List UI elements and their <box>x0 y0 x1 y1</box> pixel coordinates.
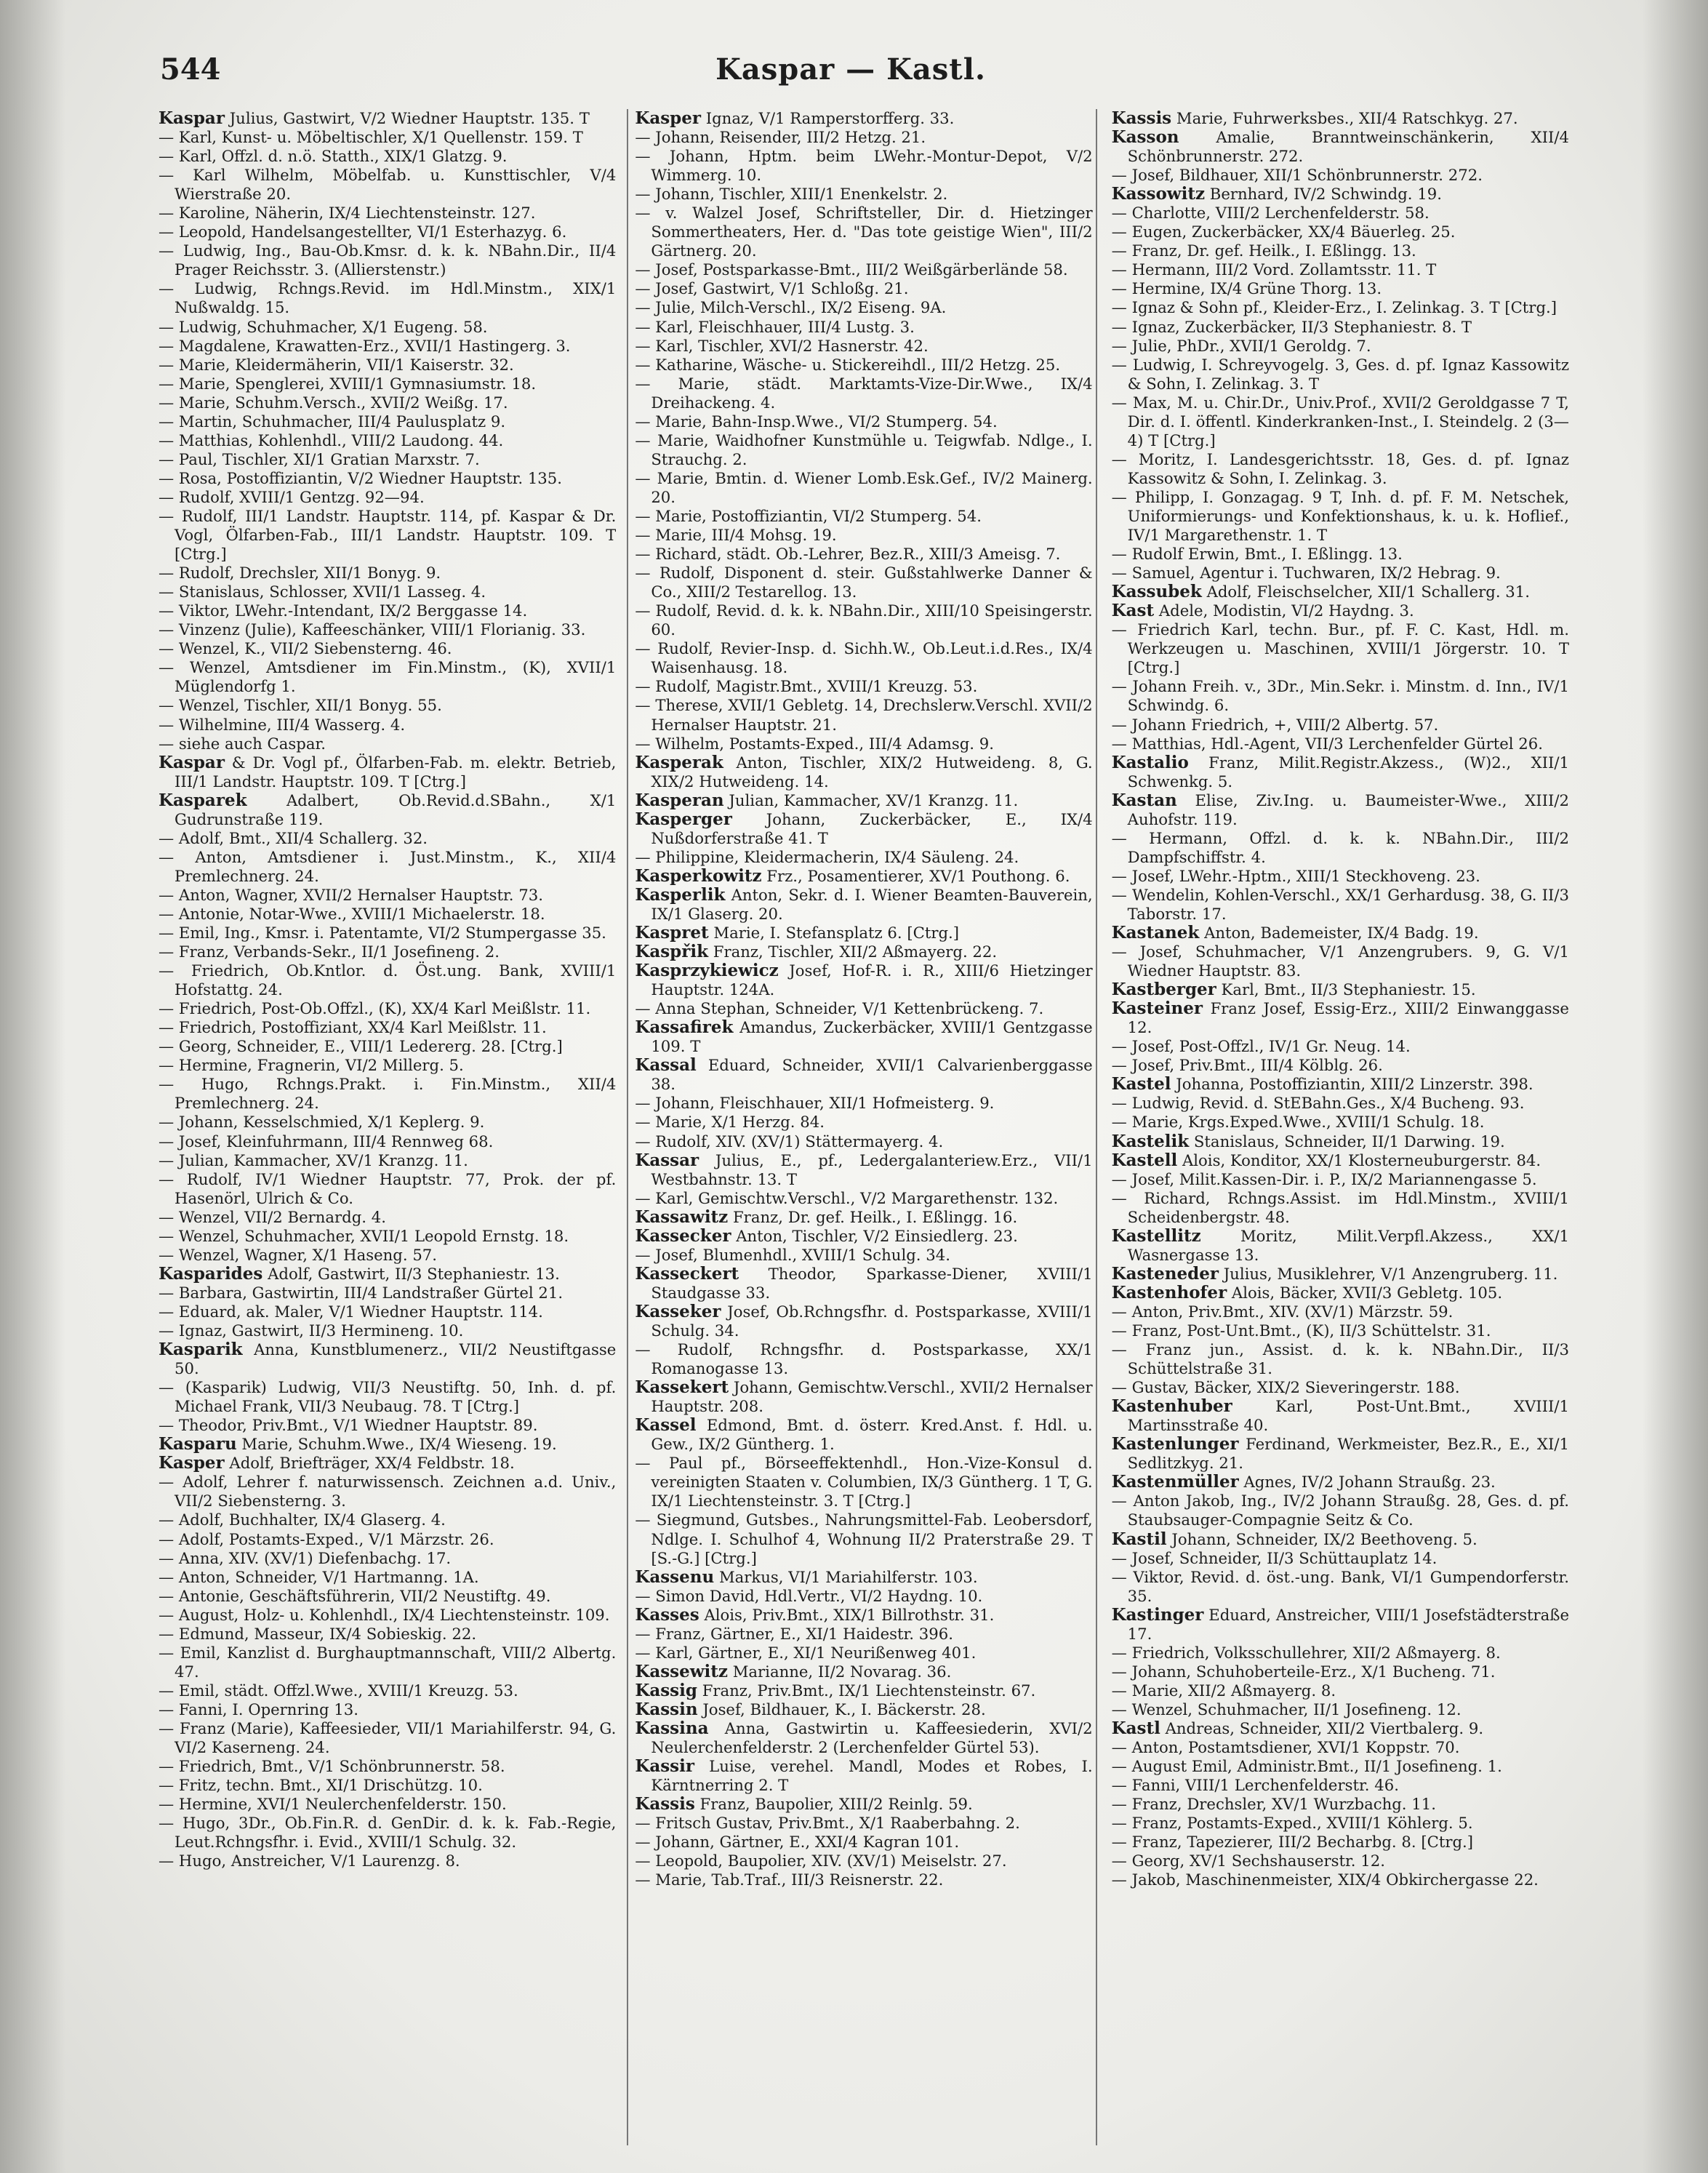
directory-entry: — Josef, Post-Offzl., IV/1 Gr. Neug. 14. <box>1111 1037 1411 1056</box>
directory-entry: — Franz (Marie), Kaffeesieder, VII/1 Mariahilferstr. 94, G. VI/2 Kaserneng. 24. <box>159 1718 617 1757</box>
directory-entry: — Rudolf, Drechsler, XII/1 Bonyg. 9. <box>159 564 441 583</box>
directory-entry: Kassis Marie, Fuhrwerksbes., XII/4 Ratschkyg. 27. <box>1111 109 1518 128</box>
directory-entry: — Friedrich, Postoffiziant, XX/4 Karl Meißlstr. 11. <box>159 1018 547 1037</box>
directory-entry: Kasperlik Anton, Sekr. d. I. Wiener Beamten-Bauverein, IX/1 Glaserg. 20. <box>635 884 1093 923</box>
directory-entry: — Rudolf, XVIII/1 Gentzg. 92—94. <box>159 487 425 506</box>
directory-entry: — Katharine, Wäsche- u. Stickereihdl., III/2 Hetzg. 25. <box>635 355 1061 374</box>
directory-entry: — Josef, Postsparkasse-Bmt., III/2 Weißgärberlände 58. <box>635 260 1068 279</box>
directory-entry: — Eduard, ak. Maler, V/1 Wiedner Hauptstr. 114. <box>159 1302 543 1321</box>
directory-entry: — Matthias, Hdl.-Agent, VII/3 Lerchenfelder Gürtel 26. <box>1111 734 1543 753</box>
directory-entry: — Marie, Tab.Traf., III/3 Reisnerstr. 22. <box>635 1870 944 1889</box>
directory-entry: — Charlotte, VIII/2 Lerchenfelderstr. 58. <box>1111 204 1430 223</box>
directory-entry: — Hermann, III/2 Vord. Zollamtsstr. 11. T <box>1111 260 1437 279</box>
directory-entry: — Georg, XV/1 Sechshauserstr. 12. <box>1111 1852 1385 1870</box>
directory-entry: Kastellitz Moritz, Milit.Verpfl.Akzess., XX/1 Wasnergasse 13. <box>1111 1225 1569 1264</box>
directory-entry: — Adolf, Lehrer f. naturwissensch. Zeichnen a.d. Univ., VII/2 Siebensterng. 3. <box>159 1473 617 1510</box>
directory-entry: — Philippine, Kleidermacherin, IX/4 Säuleng. 24. <box>635 847 1019 866</box>
directory-entry: Kaspar Julius, Gastwirt, V/2 Wiedner Hauptstr. 135. T <box>159 109 590 128</box>
directory-entry: — Josef, Kleinfuhrmann, III/4 Rennweg 68. <box>159 1132 494 1150</box>
column-left <box>159 109 616 2145</box>
directory-entry: Kastelik Stanislaus, Schneider, II/1 Darwing. 19. <box>1111 1131 1505 1151</box>
directory-entry: — Barbara, Gastwirtin, III/4 Landstraßer Gürtel 21. <box>159 1283 564 1302</box>
directory-entry: — August Emil, Administr.Bmt., II/1 Josefineng. 1. <box>1111 1757 1502 1776</box>
directory-entry: — Rudolf Erwin, Bmt., I. Eßlingg. 13. <box>1111 545 1403 564</box>
scan-right-edge <box>1643 0 1708 2173</box>
directory-entry: — Johann, Reisender, III/2 Hetzg. 21. <box>635 128 926 147</box>
directory-entry: — Marie, XII/2 Aßmayerg. 8. <box>1111 1681 1336 1700</box>
directory-entry: — Samuel, Agentur i. Tuchwaren, IX/2 Hebrag. 9. <box>1111 564 1501 583</box>
directory-entry: Kasperger Johann, Zuckerbäcker, E., IX/4 Nußdorferstraße 41. T <box>635 809 1093 847</box>
directory-entry: — Simon David, Hdl.Vertr., VI/2 Haydng. 10. <box>635 1586 983 1605</box>
directory-entry: Kassekert Johann, Gemischtw.Verschl., XVII/2 Hernalser Hauptstr. 208. <box>635 1377 1093 1416</box>
directory-entry: — Rudolf, III/1 Landstr. Hauptstr. 114, pf. Kaspar & Dr. Vogl, Ölfarben-Fab., III/1 Landstr. Hauptstr. 109. T [Ctrg.] <box>159 506 617 564</box>
directory-entry: — Hermine, XVI/1 Neulerchenfelderstr. 150. <box>159 1795 507 1814</box>
directory-entry: — Karl, Kunst- u. Möbeltischler, X/1 Quellenstr. 159. T <box>159 128 583 147</box>
directory-entry: — Fritsch Gustav, Priv.Bmt., X/1 Raaberbahng. 2. <box>635 1814 1020 1833</box>
directory-entry: — Edmund, Masseur, IX/4 Sobieskig. 22. <box>159 1624 477 1643</box>
directory-entry: — Karl, Fleischhauer, III/4 Lustg. 3. <box>635 317 915 336</box>
directory-entry: Kassel Edmond, Bmt. d. österr. Kred.Anst. f. Hdl. u. Gew., IX/2 Güntherg. 1. <box>635 1415 1093 1454</box>
directory-entry: — Johann Friedrich, +, VIII/2 Albertg. 57. <box>1111 715 1439 734</box>
directory-entry: Kassal Eduard, Schneider, XVII/1 Calvarienberggasse 38. <box>635 1055 1093 1094</box>
directory-entry: Kastan Elise, Ziv.Ing. u. Baumeister-Wwe., XIII/2 Auhofstr. 119. <box>1111 790 1569 828</box>
directory-entry: — Ignaz & Sohn pf., Kleider-Erz., I. Zelinkag. 3. T [Ctrg.] <box>1111 298 1557 317</box>
directory-entry: — Johann Freih. v., 3Dr., Min.Sekr. i. Minstm. d. Inn., IV/1 Schwindg. 6. <box>1111 677 1569 715</box>
directory-entry: — Leopold, Handelsangestellter, VI/1 Esterhazyg. 6. <box>159 223 567 241</box>
directory-entry: Kassig Franz, Priv.Bmt., IX/1 Liechtensteinstr. 67. <box>635 1680 1036 1700</box>
directory-entry: Kassewitz Marianne, II/2 Novarag. 36. <box>635 1661 952 1681</box>
directory-entry: Kasper Adolf, Briefträger, XX/4 Feldbstr. 18. <box>159 1453 515 1473</box>
directory-entry: Kastel Johanna, Postoffiziantin, XIII/2 Linzerstr. 398. <box>1111 1074 1533 1094</box>
directory-entry: Kassar Julius, E., pf., Ledergalanteriew.Erz., VII/1 Westbahnstr. 13. T <box>635 1150 1093 1188</box>
directory-entry: — Wenzel, Wagner, X/1 Haseng. 57. <box>159 1245 438 1264</box>
directory-entry: — Franz, Postamts-Exped., XVIII/1 Köhlerg. 5. <box>1111 1814 1473 1833</box>
directory-entry: — Ludwig, Revid. d. StEBahn.Ges., X/4 Bucheng. 93. <box>1111 1094 1525 1113</box>
directory-entry: Kassir Luise, verehel. Mandl, Modes et Robes, I. Kärntnerring 2. T <box>635 1756 1093 1795</box>
directory-entry: — Marie, Waidhofner Kunstmühle u. Teigwfab. Ndlge., I. Strauchg. 2. <box>635 431 1093 468</box>
directory-entry: — Johann, Hptm. beim LWehr.-Montur-Depot, V/2 Wimmerg. 10. <box>635 147 1093 185</box>
scan-left-edge <box>0 0 65 2173</box>
directory-entry: — Franz, Drechsler, XV/1 Wurzbachg. 11. <box>1111 1795 1436 1814</box>
directory-entry: — Wenzel, Tischler, XII/1 Bonyg. 55. <box>159 696 442 715</box>
directory-entry: — Ludwig, Ing., Bau-Ob.Kmsr. d. k. k. NBahn.Dir., II/4 Prager Reichsstr. 3. (Allierstenstr.) <box>159 241 617 279</box>
directory-entry: — Franz, Tapezierer, III/2 Becharbg. 8. [Ctrg.] <box>1111 1833 1474 1852</box>
directory-entry: — Hermann, Offzl. d. k. k. NBahn.Dir., III/2 Dampfschiffstr. 4. <box>1111 828 1569 866</box>
page-header <box>160 52 1541 96</box>
directory-entry: — Julian, Kammacher, XV/1 Kranzg. 11. <box>159 1150 468 1169</box>
directory-entry: Kasper Ignaz, V/1 Ramperstorfferg. 33. <box>635 109 955 128</box>
directory-entry: Kassafirek Amandus, Zuckerbäcker, XVIII/1 Gentzgasse 109. T <box>635 1017 1093 1056</box>
directory-entry: Kastinger Eduard, Anstreicher, VIII/1 Josefstädterstraße 17. <box>1111 1604 1569 1643</box>
directory-entry: — Vinzenz (Julie), Kaffeeschänker, VIII/1 Florianig. 33. <box>159 620 586 639</box>
directory-entry: — Karl, Gärtner, E., XI/1 Neurißenweg 401. <box>635 1643 977 1662</box>
directory-entry: — Anton, Schneider, V/1 Hartmanng. 1A. <box>159 1567 479 1586</box>
running-head: Kaspar — Kastl. <box>715 52 986 87</box>
directory-entry: — Wenzel, Amtsdiener im Fin.Minstm., (K), XVII/1 Müglendorfg 1. <box>159 658 617 696</box>
directory-entry: Kaspret Marie, I. Stefansplatz 6. [Ctrg.] <box>635 923 960 943</box>
directory-entry: — Marie, Bahn-Insp.Wwe., VI/2 Stumperg. 54. <box>635 412 998 431</box>
directory-entry: Kassubek Adolf, Fleischselcher, XII/1 Schallerg. 31. <box>1111 582 1530 602</box>
directory-entry: Kasteiner Franz Josef, Essig-Erz., XIII/2 Einwanggasse 12. <box>1111 999 1569 1037</box>
directory-entry: — Anna Stephan, Schneider, V/1 Kettenbrückeng. 7. <box>635 999 1044 1018</box>
directory-entry: — Magdalene, Krawatten-Erz., XVII/1 Hastingerg. 3. <box>159 336 571 355</box>
directory-entry: — Rudolf, Rchngsfhr. d. Postsparkasse, XX/1 Romanogasse 13. <box>635 1340 1093 1378</box>
directory-entry: — Johann, Schuhoberteile-Erz., X/1 Bucheng. 71. <box>1111 1662 1496 1681</box>
directory-entry: — Josef, Schuhmacher, V/1 Anzengrubers. 9, G. V/1 Wiedner Hauptstr. 83. <box>1111 943 1569 980</box>
directory-entry: — Hugo, Anstreicher, V/1 Laurenzg. 8. <box>159 1852 460 1870</box>
directory-entry: Kast Adele, Modistin, VI/2 Haydng. 3. <box>1111 601 1414 621</box>
directory-entry: — Gustav, Bäcker, XIX/2 Sieveringerstr. 188. <box>1111 1378 1460 1397</box>
directory-entry: Kastell Alois, Konditor, XX/1 Klosterneuburgerstr. 84. <box>1111 1150 1541 1170</box>
directory-entry: — Fritz, techn. Bmt., XI/1 Drischützg. 10. <box>159 1776 483 1795</box>
directory-entry: Kastenhuber Karl, Post-Unt.Bmt., XVIII/1 Martinsstraße 40. <box>1111 1396 1569 1435</box>
directory-entry: — Josef, LWehr.-Hptm., XIII/1 Steckhoveng. 23. <box>1111 866 1480 885</box>
directory-entry: — Jakob, Maschinenmeister, XIX/4 Obkirchergasse 22. <box>1111 1870 1539 1889</box>
directory-entry: — Karl, Tischler, XVI/2 Hasnerstr. 42. <box>635 336 929 355</box>
directory-entry: — Emil, Ing., Kmsr. i. Patentamte, VI/2 Stumpergasse 35. <box>159 924 606 943</box>
directory-entry: — Johann, Kesselschmied, X/1 Keplerg. 9. <box>159 1113 485 1132</box>
directory-entry: Kassawitz Franz, Dr. gef. Heilk., I. Eßlingg. 16. <box>635 1206 1018 1227</box>
directory-entry: — Rosa, Postoffiziantin, V/2 Wiedner Hauptstr. 135. <box>159 468 563 487</box>
directory-entry: — Julie, PhDr., XVII/1 Geroldg. 7. <box>1111 336 1371 355</box>
directory-entry: — Marie, Schuhm.Versch., XVII/2 Weißg. 17. <box>159 393 508 412</box>
directory-entry: — Franz, Post-Unt.Bmt., (K), II/3 Schüttelstr. 31. <box>1111 1321 1491 1340</box>
directory-entry: — Paul, Tischler, XI/1 Gratian Marxstr. 7. <box>159 449 480 468</box>
directory-entry: — Ignaz, Zuckerbäcker, II/3 Stephaniestr. 8. T <box>1111 317 1472 336</box>
directory-entry: — v. Walzel Josef, Schriftsteller, Dir. d. Hietzinger Sommertheaters, Her. d. "Das tote geistige Wien", III/2 Gärtnerg. 20. <box>635 204 1093 260</box>
directory-entry: Kastanek Anton, Bademeister, IX/4 Badg. 19. <box>1111 923 1479 943</box>
directory-entry: — Rudolf, Magistr.Bmt., XVIII/1 Kreuzg. 53. <box>635 677 978 696</box>
directory-entry: — Ignaz, Gastwirt, II/3 Hermineng. 10. <box>159 1321 464 1340</box>
directory-entry: — Eugen, Zuckerbäcker, XX/4 Bäuerleg. 25. <box>1111 223 1456 241</box>
directory-entry: — Franz, Verbands-Sekr., II/1 Josefineng. 2. <box>159 943 500 961</box>
directory-entry: — Marie, Kleidermäherin, VII/1 Kaiserstr. 32. <box>159 355 514 374</box>
directory-entry: — siehe auch Caspar. <box>159 734 326 753</box>
directory-entry: — Martin, Schuhmacher, III/4 Paulusplatz 9. <box>159 412 506 431</box>
directory-entry: — Marie, städt. Marktamts-Vize-Dir.Wwe., IX/4 Dreihackeng. 4. <box>635 374 1093 412</box>
directory-entry: — Karl, Offzl. d. n.ö. Statth., XIX/1 Glatzg. 9. <box>159 147 508 166</box>
directory-entry: — Friedrich, Post-Ob.Offzl., (K), XX/4 Karl Meißlstr. 11. <box>159 999 591 1018</box>
entry-columns <box>159 109 1569 2145</box>
directory-entry: — Anton, Amtsdiener i. Just.Minstm., K., XII/4 Premlechnerg. 24. <box>159 847 617 885</box>
directory-entry: — Max, M. u. Chir.Dr., Univ.Prof., XVII/2 Geroldgasse 7 T, Dir. d. I. öffentl. Kinderkranken-Inst., I. Steindelg. 2 (3—4) T [Ctrg.] <box>1111 393 1569 449</box>
directory-entry: Kaspar & Dr. Vogl pf., Ölfarben-Fab. m. elektr. Betrieb, III/1 Landstr. Hauptstr. 109. T [Ctrg.] <box>159 752 617 791</box>
page-number: 544 <box>160 52 221 87</box>
directory-entry: — Franz jun., Assist. d. k. k. NBahn.Dir., II/3 Schüttelstraße 31. <box>1111 1340 1569 1378</box>
directory-entry: Kasparu Marie, Schuhm.Wwe., IX/4 Wieseng. 19. <box>159 1434 557 1454</box>
directory-entry: — Paul pf., Börseeffektenhdl., Hon.-Vize-Konsul d. vereinigten Staaten v. Columbien, IX/3 Güntherg. 1 T, G. IX/1 Liechtensteinstr. 3. T [Ctrg.] <box>635 1454 1093 1510</box>
directory-entry: — Hermine, IX/4 Grüne Thorg. 13. <box>1111 279 1382 298</box>
directory-entry: — Hugo, Rchngs.Prakt. i. Fin.Minstm., XII/4 Premlechnerg. 24. <box>159 1075 617 1113</box>
directory-entry: — Marie, Bmtin. d. Wiener Lomb.Esk.Gef., IV/2 Mainerg. 20. <box>635 468 1093 506</box>
directory-entry: — Richard, Rchngs.Assist. im Hdl.Minstm., XVIII/1 Scheidenbergstr. 48. <box>1111 1188 1569 1226</box>
directory-entry: — Friedrich, Volksschullehrer, XII/2 Aßmayerg. 8. <box>1111 1643 1501 1662</box>
directory-entry: Kasparides Adolf, Gastwirt, II/3 Stephaniestr. 13. <box>159 1263 560 1284</box>
directory-entry: — Georg, Schneider, E., VIII/1 Ledererg. 28. [Ctrg.] <box>159 1037 563 1056</box>
directory-entry: — Wendelin, Kohlen-Verschl., XX/1 Gerhardusg. 38, G. II/3 Taborstr. 17. <box>1111 885 1569 923</box>
directory-entry: — Friedrich, Bmt., V/1 Schönbrunnerstr. 58. <box>159 1757 505 1776</box>
directory-entry: — Marie, III/4 Mohsg. 19. <box>635 526 837 545</box>
directory-entry: Kaspřik Franz, Tischler, XII/2 Aßmayerg. 22. <box>635 942 998 962</box>
directory-entry: Kasperak Anton, Tischler, XIX/2 Hutweideng. 8, G. XIX/2 Hutweideng. 14. <box>635 752 1093 791</box>
directory-entry: — Johann, Tischler, XIII/1 Enenkelstr. 2. <box>635 185 948 204</box>
directory-entry: — Ludwig, Rchngs.Revid. im Hdl.Minstm., XIX/1 Nußwaldg. 15. <box>159 279 617 317</box>
column-middle <box>635 109 1092 2145</box>
directory-entry: — Wilhelm, Postamts-Exped., III/4 Adamsg. 9. <box>635 734 994 753</box>
directory-entry: — Adolf, Bmt., XII/4 Schallerg. 32. <box>159 828 428 847</box>
directory-entry: — Wenzel, Schuhmacher, II/1 Josefineng. 12. <box>1111 1700 1462 1718</box>
directory-entry: Kasson Amalie, Branntweinschänkerin, XII/4 Schönbrunnerstr. 272. <box>1111 127 1569 166</box>
directory-entry: Kastil Johann, Schneider, IX/2 Beethoveng. 5. <box>1111 1529 1478 1549</box>
directory-entry: — Adolf, Buchhalter, IX/4 Glaserg. 4. <box>159 1510 446 1529</box>
directory-entry: Kasseckert Theodor, Sparkasse-Diener, XVIII/1 Staudgasse 33. <box>635 1263 1093 1302</box>
directory-entry: — Theodor, Priv.Bmt., V/1 Wiedner Hauptstr. 89. <box>159 1416 538 1435</box>
directory-entry: Kasperan Julian, Kammacher, XV/1 Kranzg. 11. <box>635 790 1019 810</box>
directory-entry: — Ludwig, I. Schreyvogelg. 3, Ges. d. pf. Ignaz Kassowitz & Sohn, I. Zelinkag. 3. T <box>1111 355 1569 393</box>
directory-entry: — Rudolf, Disponent d. steir. Gußstahlwerke Danner & Co., XIII/2 Testarellog. 13. <box>635 564 1093 601</box>
directory-entry: — Rudolf, Revier-Insp. d. Sichh.W., Ob.Leut.i.d.Res., IX/4 Waisenhausg. 18. <box>635 639 1093 677</box>
directory-entry: — Matthias, Kohlenhdl., VIII/2 Laudong. 44. <box>159 431 504 449</box>
directory-entry: — Wenzel, VII/2 Bernardg. 4. <box>159 1207 386 1226</box>
directory-entry: — Josef, Schneider, II/3 Schüttauplatz 14. <box>1111 1548 1438 1567</box>
directory-entry: — Philipp, I. Gonzagag. 9 T, Inh. d. pf. F. M. Netschek, Uniformierungs- und Konfektionshaus, k. u. k. Hoflief., IV/1 Margarethenstr. 1. T <box>1111 487 1569 545</box>
directory-entry: — Josef, Blumenhdl., XVIII/1 Schulg. 34. <box>635 1245 950 1264</box>
directory-entry: — Marie, Postoffiziantin, VI/2 Stumperg. 54. <box>635 506 982 525</box>
directory-entry: — Moritz, I. Landesgerichtsstr. 18, Ges. d. pf. Ignaz Kassowitz & Sohn, I. Zelinkag. 3. <box>1111 449 1569 487</box>
directory-entry: — Hermine, Fragnerin, VI/2 Millerg. 5. <box>159 1056 464 1075</box>
directory-entry: — Josef, Milit.Kassen-Dir. i. P., IX/2 Mariannengasse 5. <box>1111 1169 1537 1188</box>
directory-entry: Kastberger Karl, Bmt., II/3 Stephaniestr. 15. <box>1111 980 1476 1000</box>
directory-entry: Kassecker Anton, Tischler, V/2 Einsiedlerg. 23. <box>635 1225 1018 1246</box>
directory-entry: Kastenhofer Alois, Bäcker, XVII/3 Gebletg. 105. <box>1111 1282 1503 1302</box>
directory-entry: Kassis Franz, Baupolier, XIII/2 Reinlg. 59. <box>635 1794 973 1814</box>
directory-entry: Kassenu Markus, VI/1 Mariahilferstr. 103. <box>635 1566 978 1587</box>
directory-entry: — Emil, Kanzlist d. Burghauptmannschaft, VIII/2 Albertg. 47. <box>159 1643 617 1681</box>
directory-entry: Kasseker Josef, Ob.Rchngsfhr. d. Postsparkasse, XVIII/1 Schulg. 34. <box>635 1301 1093 1340</box>
directory-entry: — Johann, Gärtner, E., XXI/4 Kagran 101. <box>635 1833 960 1852</box>
directory-entry: — August, Holz- u. Kohlenhdl., IX/4 Liechtensteinstr. 109. <box>159 1605 610 1624</box>
directory-entry: — Fanni, I. Opernring 13. <box>159 1700 358 1718</box>
directory-entry: Kasses Alois, Priv.Bmt., XIX/1 Billrothstr. 31. <box>635 1604 995 1625</box>
directory-entry: — Karl, Gemischtw.Verschl., V/2 Margarethenstr. 132. <box>635 1188 1059 1207</box>
directory-entry: — Josef, Priv.Bmt., III/4 Kölblg. 26. <box>1111 1056 1383 1075</box>
directory-entry: — Rudolf, IV/1 Wiedner Hauptstr. 77, Prok. der pf. Hasenörl, Ulrich & Co. <box>159 1169 617 1207</box>
directory-entry: — Rudolf, Revid. d. k. k. NBahn.Dir., XIII/10 Speisingerstr. 60. <box>635 601 1093 639</box>
directory-entry: — Hugo, 3Dr., Ob.Fin.R. d. GenDir. d. k. k. Fab.-Regie, Leut.Rchngsfhr. i. Evid., XVIII/1 Schulg. 32. <box>159 1814 617 1852</box>
directory-entry: Kassin Josef, Bildhauer, K., I. Bäckerstr. 28. <box>635 1699 986 1719</box>
directory-entry: — Antonie, Geschäftsführerin, VII/2 Neustiftg. 49. <box>159 1586 551 1605</box>
directory-entry: Kassina Anna, Gastwirtin u. Kaffeesiederin, XVI/2 Neulerchenfelderstr. 2 (Lerchenfelder Gürtel 53). <box>635 1718 1093 1757</box>
directory-entry: — Marie, Spenglerei, XVIII/1 Gymnasiumstr. 18. <box>159 374 537 393</box>
directory-entry: — Wilhelmine, III/4 Wasserg. 4. <box>159 715 406 734</box>
directory-entry: — Julie, Milch-Verschl., IX/2 Eiseng. 9A. <box>635 298 947 317</box>
directory-entry: — Johann, Fleischhauer, XII/1 Hofmeisterg. 9. <box>635 1094 995 1113</box>
directory-entry: Kastenlunger Ferdinand, Werkmeister, Bez.R., E., XI/1 Sedlitzkyg. 21. <box>1111 1434 1569 1473</box>
directory-entry: — Karoline, Näherin, IX/4 Liechtensteinstr. 127. <box>159 204 536 223</box>
directory-entry: — (Kasparik) Ludwig, VII/3 Neustiftg. 50, Inh. d. pf. Michael Frank, VII/3 Neubaug. 78. T [Ctrg.] <box>159 1378 617 1416</box>
directory-entry: — Josef, Bildhauer, XII/1 Schönbrunnerstr. 272. <box>1111 166 1483 185</box>
directory-entry: — Adolf, Postamts-Exped., V/1 Märzstr. 26. <box>159 1529 494 1548</box>
directory-entry: — Anton Jakob, Ing., IV/2 Johann Straußg. 28, Ges. d. pf. Staubsauger-Compagnie Seitz & Co. <box>1111 1492 1569 1529</box>
directory-entry: — Siegmund, Gutsbes., Nahrungsmittel-Fab. Leobersdorf, Ndlge. I. Schulhof 4, Wohnung II/2 Praterstraße 29. T [S.-G.] [Ctrg.] <box>635 1510 1093 1567</box>
directory-entry: Kasparek Adalbert, Ob.Revid.d.SBahn., X/1 Gudrunstraße 119. <box>159 790 617 828</box>
directory-entry: Kastalio Franz, Milit.Registr.Akzess., (W)2., XII/1 Schwenkg. 5. <box>1111 752 1569 791</box>
column-right <box>1112 109 1569 2145</box>
directory-entry: — Stanislaus, Schlosser, XVII/1 Lasseg. 4. <box>159 583 486 601</box>
directory-entry: — Anton, Priv.Bmt., XIV. (XV/1) Märzstr. 59. <box>1111 1302 1454 1321</box>
directory-entry: — Leopold, Baupolier, XIV. (XV/1) Meiselstr. 27. <box>635 1852 1007 1870</box>
directory-entry: Kasparik Anna, Kunstblumenerz., VII/2 Neustiftgasse 50. <box>159 1340 617 1378</box>
directory-entry: — Viktor, LWehr.-Intendant, IX/2 Berggasse 14. <box>159 601 528 620</box>
directory-entry: Kassowitz Bernhard, IV/2 Schwindg. 19. <box>1111 184 1442 204</box>
directory-entry: Kastenmüller Agnes, IV/2 Johann Straußg. 23. <box>1111 1472 1496 1492</box>
directory-entry: — Emil, städt. Offzl.Wwe., XVIII/1 Kreuzg. 53. <box>159 1681 518 1700</box>
directory-entry: — Karl Wilhelm, Möbelfab. u. Kunsttischler, V/4 Wierstraße 20. <box>159 166 617 204</box>
directory-entry: — Marie, X/1 Herzg. 84. <box>635 1113 825 1132</box>
directory-entry: — Josef, Gastwirt, V/1 Schloßg. 21. <box>635 279 909 298</box>
directory-entry: — Richard, städt. Ob.-Lehrer, Bez.R., XIII/3 Ameisg. 7. <box>635 545 1061 564</box>
directory-entry: — Franz, Dr. gef. Heilk., I. Eßlingg. 13. <box>1111 241 1416 260</box>
directory-entry: — Antonie, Notar-Wwe., XVIII/1 Michaelerstr. 18. <box>159 904 545 923</box>
directory-entry: Kasprzykiewicz Josef, Hof-R. i. R., XIII/6 Hietzinger Hauptstr. 124A. <box>635 961 1093 999</box>
directory-entry: — Franz, Gärtner, E., XI/1 Haidestr. 396. <box>635 1624 953 1643</box>
directory-entry: — Friedrich Karl, techn. Bur., pf. F. C. Kast, Hdl. m. Werkzeugen u. Maschinen, XVIII/1 Jörgerstr. 10. T [Ctrg.] <box>1111 620 1569 677</box>
directory-entry: — Viktor, Revid. d. öst.-ung. Bank, VI/1 Gumpendorferstr. 35. <box>1111 1567 1569 1605</box>
directory-entry: — Fanni, VIII/1 Lerchenfelderstr. 46. <box>1111 1776 1399 1795</box>
directory-entry: Kastl Andreas, Schneider, XII/2 Viertbalerg. 9. <box>1111 1718 1484 1738</box>
directory-entry: Kasteneder Julius, Musiklehrer, V/1 Anzengruberg. 11. <box>1111 1263 1558 1284</box>
directory-entry: — Rudolf, XIV. (XV/1) Stättermayerg. 4. <box>635 1132 944 1150</box>
directory-entry: — Anton, Wagner, XVII/2 Hernalser Hauptstr. 73. <box>159 885 543 904</box>
directory-entry: — Marie, Krgs.Exped.Wwe., XVIII/1 Schulg. 18. <box>1111 1113 1485 1132</box>
directory-entry: Kasperkowitz Frz., Posamentierer, XV/1 Pouthong. 6. <box>635 865 1070 886</box>
directory-entry: — Therese, XVII/1 Gebletg. 14, Drechslerw.Verschl. XVII/2 Hernalser Hauptstr. 21. <box>635 696 1093 734</box>
directory-entry: — Friedrich, Ob.Kntlor. d. Öst.ung. Bank, XVIII/1 Hofstattg. 24. <box>159 961 617 999</box>
directory-entry: — Anna, XIV. (XV/1) Diefenbachg. 17. <box>159 1548 452 1567</box>
directory-entry: — Wenzel, Schuhmacher, XVII/1 Leopold Ernstg. 18. <box>159 1226 569 1245</box>
directory-entry: — Wenzel, K., VII/2 Siebensterng. 46. <box>159 639 452 658</box>
directory-entry: — Ludwig, Schuhmacher, X/1 Eugeng. 58. <box>159 317 488 336</box>
directory-entry: — Anton, Postamtsdiener, XVI/1 Koppstr. 70. <box>1111 1738 1460 1757</box>
